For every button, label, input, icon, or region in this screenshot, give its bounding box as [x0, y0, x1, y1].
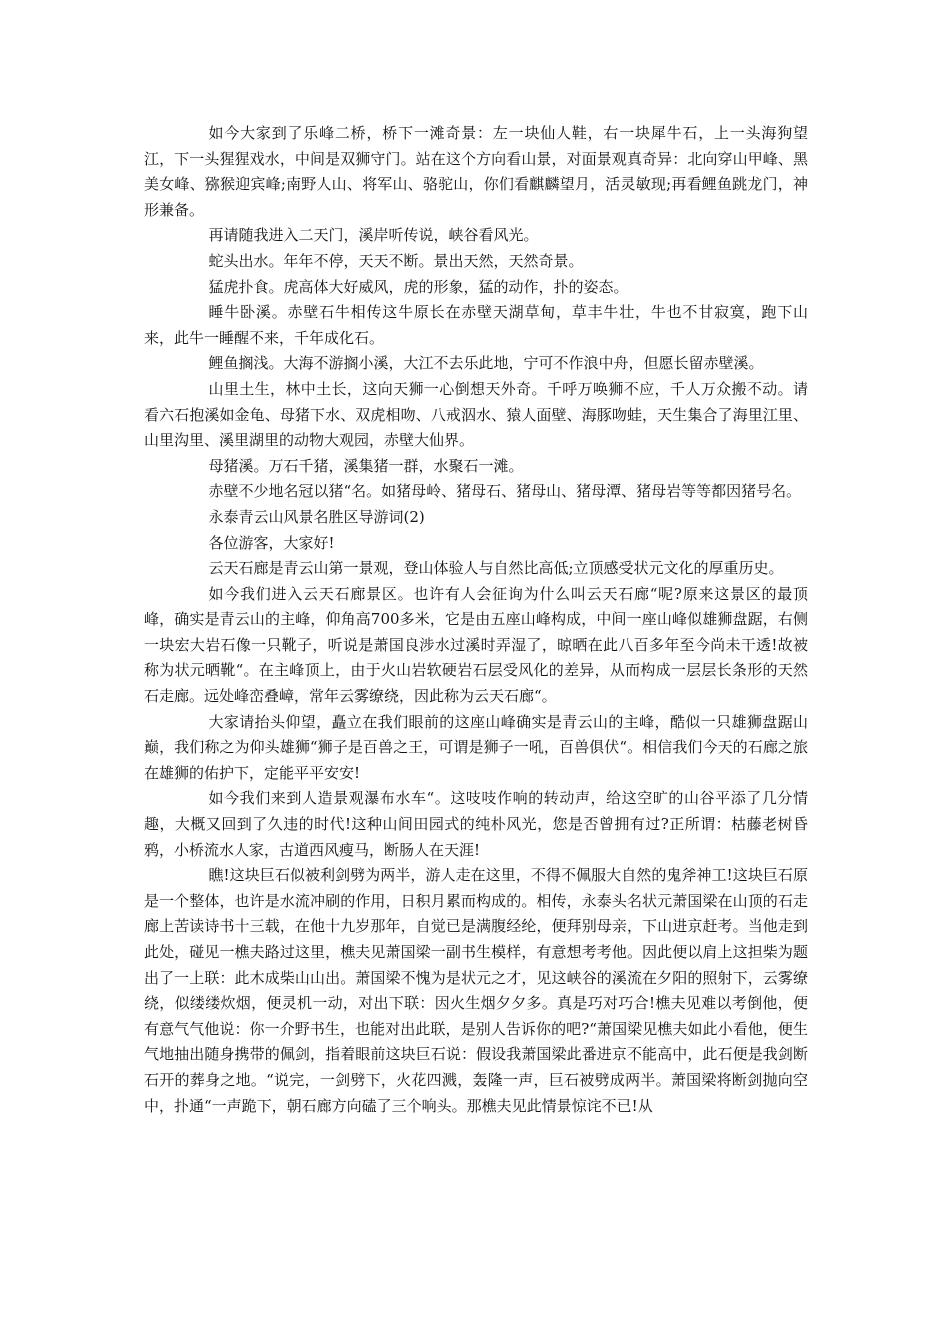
paragraph: 鲤鱼搁浅。大海不游搁小溪，大江不去乐此地，宁可不作浪中舟，但愿长留赤壁溪。 [208, 354, 764, 373]
paragraph: 大家请抬头仰望，矗立在我们眼前的这座山峰确实是青云山的主峰，酷似一只雄狮盘踞山巅，我们称之为仰头雄狮“狮子是百兽之王，可谓是狮子一吼，百兽俱伏“。相信我们今天的石廊之旅在雄狮的佑护下，定能平平安安! [144, 712, 808, 782]
paragraph: 山里土生，林中土长，这向天狮一心倒想天外奇。千呼万唤狮不应，千人万众搬不动。请看六石抱溪如金龟、母猪下水、双虎相吻、八戒泅水、猿人面壁、海豚吻蛙，天生集合了海里江里、山里沟里、溪里湖里的动物大观园，赤壁大仙界。 [144, 379, 808, 450]
document-page [144, 121, 808, 1119]
paragraph: 瞧!这块巨石似被利剑劈为两半，游人走在这里，不得不佩服大自然的鬼斧神工!这块巨石原是一个整体，也许是水流冲刷的作用，日积月累而构成的。相传，永泰头名状元萧国梁在山顶的石走廊上苦读诗书十三载，在他十九岁那年，自觉已是满腹经纶，便拜别母亲，下山进京赶考。当他走到此处，碰见一樵夫路过这里，樵夫见萧国梁一副书生模样，有意想考考他。因此便以肩上这担柴为题出了一上联：此木成柴山山出。萧国梁不愧为是状元之才，见这峡谷的溪流在夕阳的照射下，云雾缭绕，似缕缕炊烟，便灵机一动，对出下联：因火生烟夕夕多。真是巧对巧合!樵夫见难以考倒他，便有意气气他说：你一介野书生，也能对出此联，是别人告诉你的吧?“萧国梁见樵夫如此小看他，便生气地抽出随身携带的佩剑，指着眼前这块巨石说：假设我萧国梁此番进京不能高中，此石便是我剑断石开的葬身之地。“说完，一剑劈下，火花四溅，轰隆一声，巨石被劈成两半。萧国梁将断剑抛向空中，扑通“一声跪下，朝石廊方向磕了三个响头。那樵夫见此情景惊诧不已!从 [144, 866, 808, 1115]
paragraph: 蛇头出水。年年不停，天天不断。景出天然，天然奇景。 [208, 251, 584, 270]
paragraph: 猛虎扑食。虎高体大好威风，虎的形象，猛的动作，扑的姿态。 [208, 277, 629, 296]
paragraph: 睡牛卧溪。赤壁石牛相传这牛原长在赤壁天湖草甸，草丰牛壮，牛也不甘寂寞，跑下山来，此牛一睡醒不来，千年成化石。 [144, 303, 808, 347]
greeting: 各位游客，大家好! [208, 533, 335, 552]
paragraph: 母猪溪。万石千猪，溪集猪一群，水聚石一滩。 [208, 456, 524, 475]
paragraph: 再请随我进入二天门，溪岸听传说，峡谷看风光。 [208, 226, 539, 245]
paragraph: 赤壁不少地名冠以猪“名。如猪母岭、猪母石、猪母山、猪母潭、猪母岩等等都因猪号名。 [208, 482, 802, 501]
paragraph: 云天石廊是青云山第一景观，登山体验人与自然比高低;立顶感受状元文化的厚重历史。 [208, 559, 784, 578]
section-title: 永泰青云山风景名胜区导游词(2) [208, 507, 425, 526]
paragraph: 如今我们来到人造景观瀑布水车“。这吱吱作响的转动声，给这空旷的山谷平添了几分情趣，大概又回到了久违的时代!这种山间田园式的纯朴风光，您是否曾拥有过?正所谓：枯藤老树昏鸦，小桥流水人家，古道西风瘦马，断肠人在天涯! [144, 789, 808, 859]
paragraph: 如今我们进入云天石廊景区。也许有人会征询为什么叫云天石廊“呢?原来这景区的最顶峰，确实是青云山的主峰，仰角高700多米，它是由五座山峰构成，中间一座山峰似雄狮盘踞，右侧一块宏大岩石像一只靴子，听说是萧国良涉水过溪时弄湿了，晾晒在此八百多年至今尚未干透!故被称为状元晒靴“。在主峰顶上，由于火山岩软硬岩石层受风化的差异，从而构成一层层长条形的天然石走廊。远处峰峦叠嶂，常年云雾缭绕，因此称为云天石廊“。 [144, 584, 808, 706]
paragraph: 如今大家到了乐峰二桥，桥下一滩奇景：左一块仙人鞋，右一块犀牛石，上一头海狗望江，下一头猩猩戏水，中间是双狮守门。站在这个方向看山景，对面景观真奇异：北向穿山甲峰、黑美女峰、猕猴迎宾峰;南野人山、将军山、骆驼山，你们看麒麟望月，活灵敏现;再看鲤鱼跳龙门，神形兼备。 [144, 124, 808, 219]
